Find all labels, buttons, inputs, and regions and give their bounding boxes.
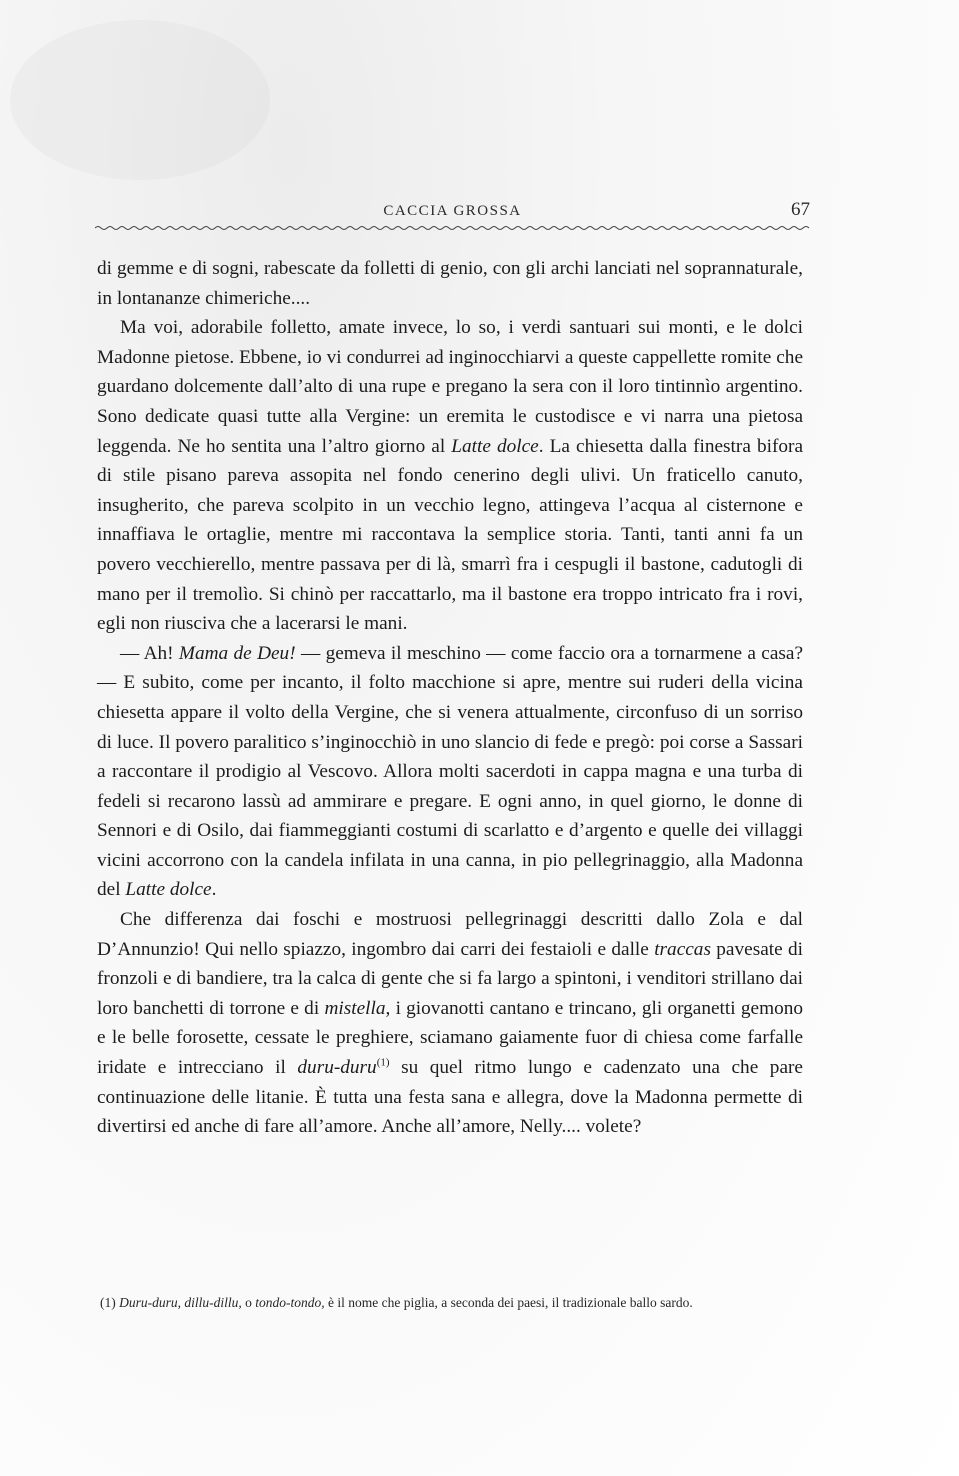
paragraph-3-text-b: — gemeva il meschino — come faccio ora a tornarmene a casa? — E subito, come per incanto, il folto macchione si apre, mentre sui ruderi della vicina chiesetta appare il volto della Vergine, che si venera attualmente, circonfuso di un sorriso di luce. Il povero paralitico s’inginocchiò in uno slancio di fede e pregò: poi corse a Sassari a raccontare il prodigio al Vescovo. Allora molti sacerdoti in cappa magna e una turba di fedeli si recarono lassù ad ammirare e pregare. E ogni anno, in quel giorno, le donne di Sennori e di Osilo, dai fiammeggianti costumi di scarlatto e d’argento e quelle dei villaggi vicini accorrono con la candela infilata in una canna, in pio pellegrinaggio, alla Madonna del <box>97 642 804 901</box>
footnote-text-2: è il nome che piglia, a seconda dei paesi, il tradizionale ballo sardo. <box>324 1295 693 1310</box>
paragraph-1-text: di gemme e di sogni, rabescate da folletti di genio, con gli archi lanciati nel soprannaturale, in lontananze chimeriche.... <box>97 258 803 309</box>
footnote-italic-1: Duru-duru, dillu-dillu, <box>119 1295 242 1310</box>
wavy-rule <box>95 225 810 231</box>
paragraph-4-text-d: su quel ritmo lungo e cadenzato una che pare continuazione delle litanie. È tutta una festa sana e allegra, dove la Madonna permette di divertirsi ed anche di fare all’amore. Anche all’amore, Nelly.... volete? <box>97 1057 803 1138</box>
paragraph-4-text-b: pavesate di fronzoli e di bandiere, tra la calca di gente che si fa largo a spintoni, i venditori strillano dai loro banchetti di torrone e di <box>97 938 804 1019</box>
paragraph-2-italic: Latte dolce <box>451 435 539 457</box>
paragraph-4-italic-3: duru-duru <box>297 1057 377 1079</box>
paper-stain <box>10 20 270 180</box>
paragraph-3-text-a: — Ah! <box>120 642 179 664</box>
running-head: CACCIA GROSSA <box>383 203 522 219</box>
paragraph-2-text-b: . La chiesetta dalla finestra bifora di stile pisano pareva assopita nel fondo cenerino degli ulivi. Un fraticello canuto, insugherito, che pareva scolpito in un vecchio legno, attingeva l’acqua al cisternone e innaffiava le ortaglie, mentre mi raccontava la semplice storia. Tanti, tanti anni fa un povero vecchierello, mentre passava per di là, smarrì fra i cespugli il bastone, cadutogli di mano per il tremolìo. Si chinò per raccattarlo, ma il bastone era troppo intricato fra i rovi, egli non riusciva che a lacerarsi le mani. <box>97 435 804 635</box>
paragraph-4-italic-2: mistella <box>324 997 386 1019</box>
footnote-reference: (1) <box>376 1056 390 1069</box>
main-text <box>97 254 803 1142</box>
page-number: 67 <box>791 199 810 220</box>
page-header <box>95 195 810 235</box>
paragraph-3-italic-1: Mama de Deu! <box>178 642 296 664</box>
footnote-italic-2: tondo-tondo, <box>255 1295 325 1310</box>
paragraph-3-italic-2: Latte dolce <box>125 879 212 901</box>
paragraph-4 <box>97 905 803 1142</box>
paragraph-2 <box>97 313 803 639</box>
paragraph-3 <box>97 639 803 905</box>
footnote-mark: (1) <box>100 1295 120 1310</box>
footnote <box>100 1292 806 1314</box>
footnote-text-1: o <box>241 1295 256 1310</box>
paragraph-4-italic-1: traccas <box>654 938 711 960</box>
paragraph-2-text-a: Ma voi, adorabile folletto, amate invece, lo so, i verdi santuari sui monti, e le dolci Madonne pietose. Ebbene, io vi condurrei ad inginocchiarvi a queste cappellette romite che guardano dolcemente dall’alto di una rupe e pregano la sera con il loro tintinnìo argentino. Sono dedicate quasi tutte alla Vergine: un eremita le custodisce e vi narra una pietosa leggenda. Ne ho sentita una l’altro giorno al <box>97 317 803 457</box>
paragraph-3-text-c: . <box>211 879 217 901</box>
paragraph-4-text-c: , i giovanotti cantano e trincano, gli organetti gemono e le belle forosette, cessate le preghiere, sciamano gaiamente fuor di chiesa come farfalle iridate e intrecciano il <box>97 997 803 1079</box>
paragraph-4-text-a: Che differenza dai foschi e mostruosi pellegrinaggi descritti dallo Zola e dal D’Annunzio! Qui nello spiazzo, ingombro dai carri dei festaioli e dalle <box>97 909 803 960</box>
paragraph-1 <box>97 254 803 313</box>
